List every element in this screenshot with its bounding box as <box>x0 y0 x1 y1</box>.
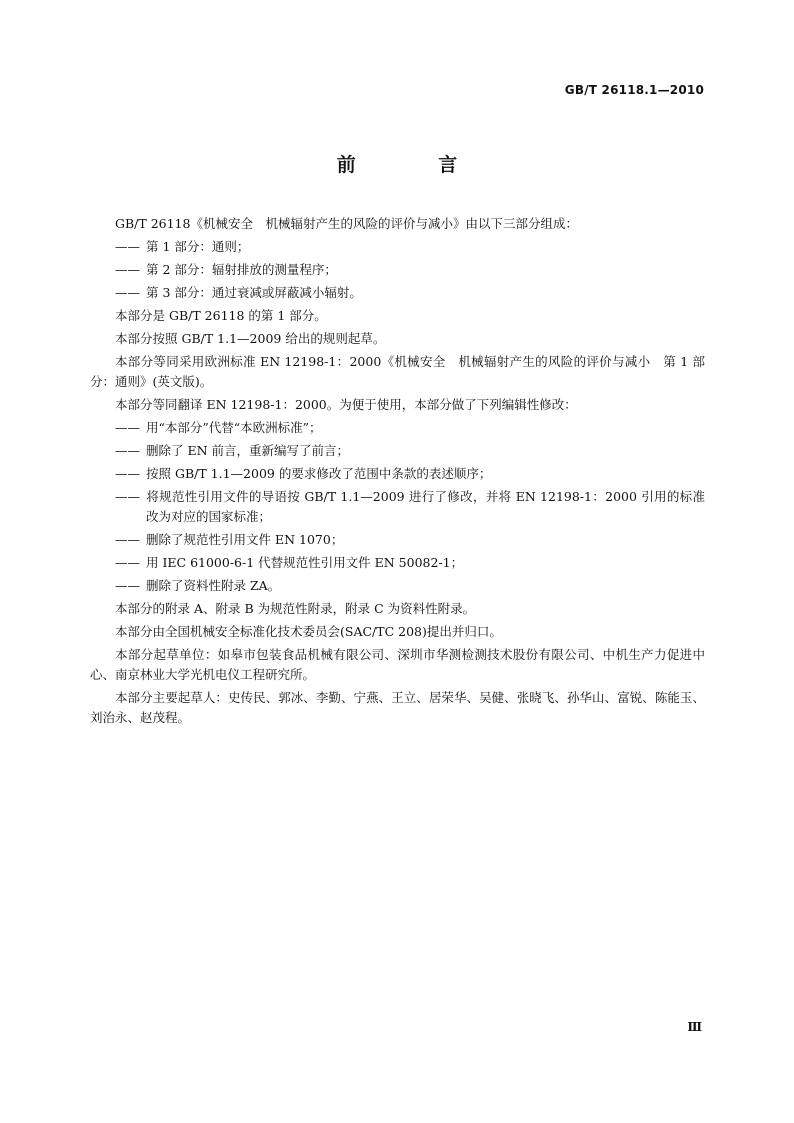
dash-mark: —— <box>115 489 140 504</box>
dash-mark: —— <box>115 555 140 570</box>
list-item-text: 删除了规范性引用文件 EN 1070； <box>146 532 344 547</box>
list-item <box>90 487 705 527</box>
list-item-text: 用“本部分”代替“本欧洲标准”； <box>146 420 322 435</box>
paragraph: 本部分主要起草人：史传民、郭冰、李勤、宁燕、王立、居荣华、吴健、张晓飞、孙华山、富锐、陈能玉、刘治永、赵茂程。 <box>90 690 705 725</box>
dash-mark: —— <box>115 285 140 300</box>
foreword-body <box>90 214 705 731</box>
list-item-text: 删除了资料性附录 ZA。 <box>146 578 281 593</box>
dash-mark: —— <box>115 532 140 547</box>
list-item <box>90 441 705 461</box>
paragraph: 本部分等同采用欧洲标准 EN 12198-1：2000《机械安全 机械辐射产生的风险的评价与减小 第 1 部分：通则》(英文版)。 <box>90 354 705 389</box>
paragraph: GB/T 26118《机械安全 机械辐射产生的风险的评价与减小》由以下三部分组成： <box>115 216 578 231</box>
list-item <box>90 260 705 280</box>
dash-mark: —— <box>115 466 140 481</box>
standard-code: GB/T 26118.1—2010 <box>564 83 704 97</box>
list-item <box>90 237 705 257</box>
dash-mark: —— <box>115 420 140 435</box>
list-item-text: 删除了 EN 前言，重新编写了前言； <box>146 443 350 458</box>
paragraph: 本部分按照 GB/T 1.1—2009 给出的规则起草。 <box>115 331 386 346</box>
page-title: 前 言 <box>336 154 496 176</box>
page-number: Ⅲ <box>687 1020 702 1034</box>
paragraph: 本部分起草单位：如皋市包装食品机械有限公司、深圳市华测检测技术股份有限公司、中机生产力促进中心、南京林业大学光机电仪工程研究所。 <box>90 647 705 682</box>
dash-mark: —— <box>115 443 140 458</box>
paragraph: 本部分由全国机械安全标准化技术委员会(SAC/TC 208)提出并归口。 <box>115 624 502 639</box>
list-item-text: 将规范性引用文件的导语按 GB/T 1.1—2009 进行了修改，并将 EN 12198-1：2000 引用的标准改为对应的国家标准； <box>146 489 705 524</box>
list-item <box>90 418 705 438</box>
paragraph: 本部分是 GB/T 26118 的第 1 部分。 <box>115 308 327 323</box>
dash-mark: —— <box>115 262 140 277</box>
list-item-text: 用 IEC 61000-6-1 代替规范性引用文件 EN 50082-1； <box>146 555 464 570</box>
list-item-text: 第 3 部分：通过衰减或屏蔽减小辐射。 <box>146 285 362 300</box>
paragraph: 本部分的附录 A、附录 B 为规范性附录，附录 C 为资料性附录。 <box>115 601 476 616</box>
list-item-text: 第 2 部分：辐射排放的测量程序； <box>146 262 337 277</box>
dash-mark: —— <box>115 578 140 593</box>
list-item-text: 按照 GB/T 1.1—2009 的要求修改了范围中条款的表述顺序； <box>146 466 492 481</box>
list-item <box>90 530 705 550</box>
list-item <box>90 553 705 573</box>
list-item-text: 第 1 部分：通则； <box>146 239 250 254</box>
dash-mark: —— <box>115 239 140 254</box>
list-item <box>90 464 705 484</box>
list-item <box>90 283 705 303</box>
paragraph: 本部分等同翻译 EN 12198-1：2000。为便于使用，本部分做了下列编辑性修改： <box>115 397 577 412</box>
list-item <box>90 576 705 596</box>
